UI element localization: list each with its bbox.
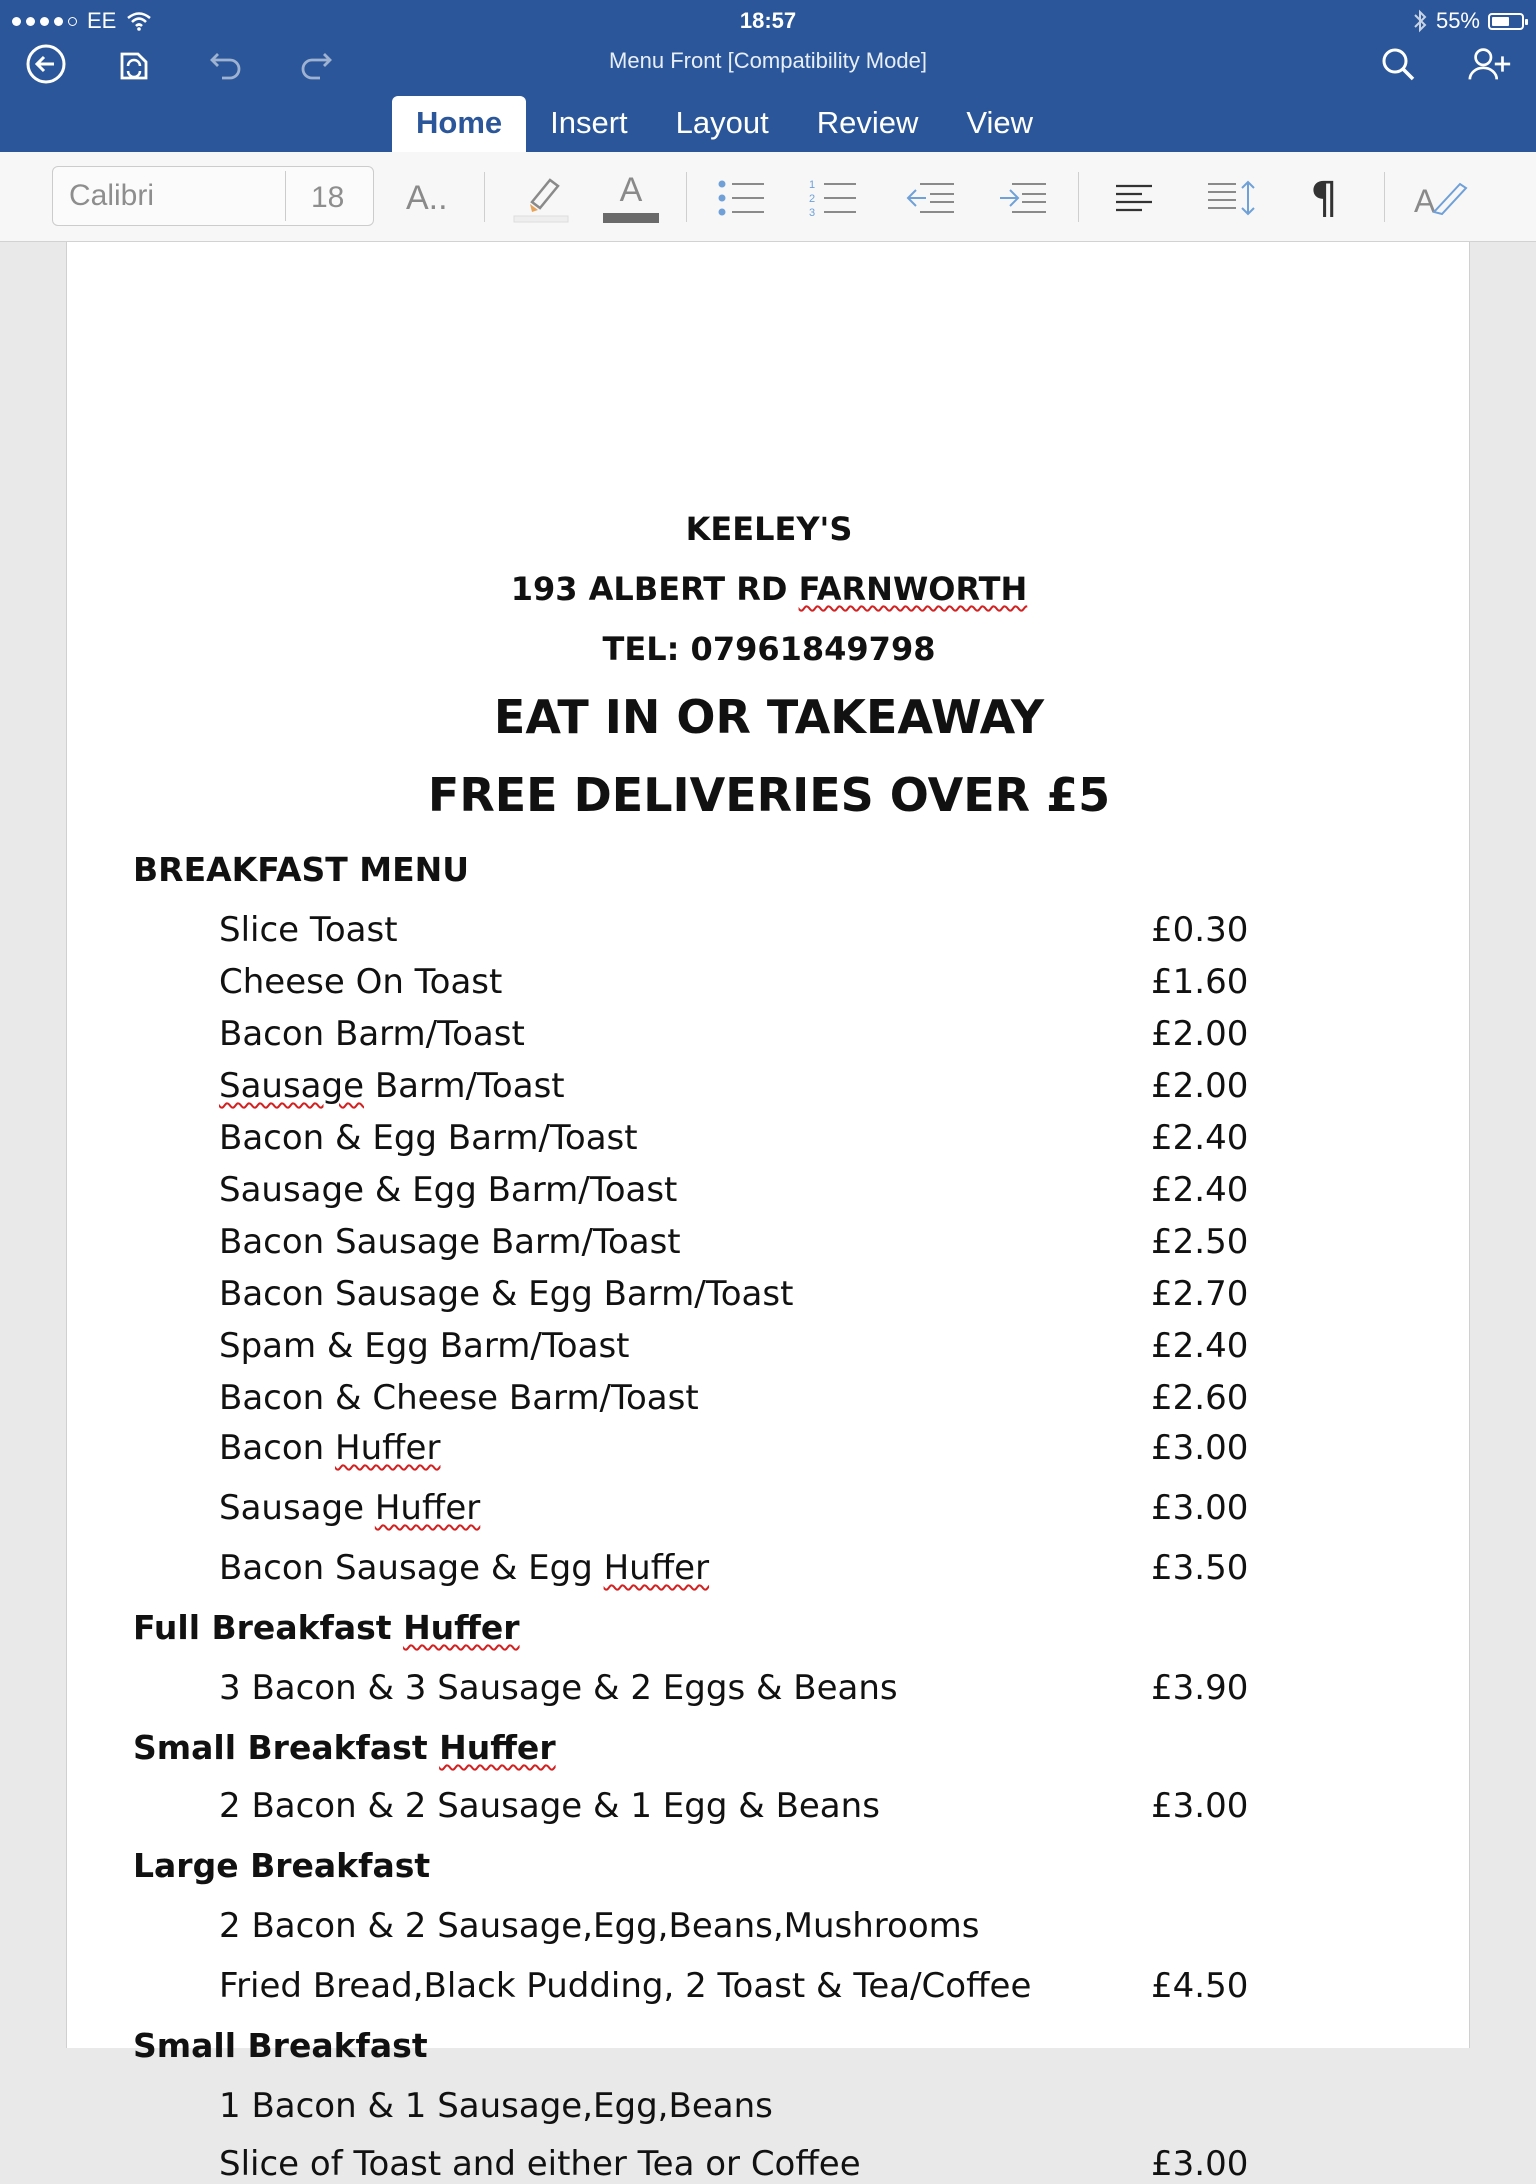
tab-view[interactable]: View (966, 105, 1034, 140)
menu-item-name: 2 Bacon & 2 Sausage,Egg,Beans,Mushrooms (219, 1906, 980, 1946)
menu-item-price: £3.90 (1151, 1668, 1249, 1708)
menu-item-price: £3.00 (1151, 1428, 1249, 1468)
menu-item-price: £0.30 (1151, 910, 1249, 950)
small-breakfast-heading: Small Breakfast (133, 2026, 428, 2065)
menu-item-name: 2 Bacon & 2 Sausage & 1 Egg & Beans (219, 1786, 880, 1826)
tab-home[interactable]: Home (392, 96, 526, 152)
menu-item-name: Bacon Sausage Barm/Toast (219, 1222, 681, 1262)
menu-item-name: 3 Bacon & 3 Sausage & 2 Eggs & Beans (219, 1668, 898, 1708)
align-left-icon[interactable] (1112, 172, 1156, 224)
menu-item-name: Bacon Sausage & Egg Huffer (219, 1548, 710, 1588)
full-breakfast-huffer-heading: Full Breakfast Huffer (133, 1608, 520, 1647)
svg-text:A: A (1414, 183, 1436, 219)
font-size-field[interactable]: 18 (311, 181, 345, 214)
address-street: 193 ALBERT RD (510, 570, 799, 608)
menu-item-name: Fried Bread,Black Pudding, 2 Toast & Tea/Coffee (219, 1966, 1032, 2006)
toolbar-separator (484, 172, 485, 222)
address-town: FARNWORTH (798, 570, 1028, 608)
shop-address (67, 570, 1471, 608)
tab-insert[interactable]: Insert (550, 105, 628, 140)
menu-item-price: £2.40 (1151, 1170, 1249, 1210)
document-title: Menu Front [Compatibility Mode] (609, 48, 927, 73)
tab-review[interactable]: Review (816, 105, 919, 140)
toolbar-separator (1078, 172, 1079, 222)
more-font-options-button[interactable]: A.. (406, 178, 448, 217)
ribbon-toolbar (0, 152, 1536, 242)
carrier-label: EE (87, 8, 117, 33)
menu-item-price: £3.00 (1151, 1786, 1249, 1826)
font-picker-divider (285, 171, 286, 221)
increase-indent-icon[interactable] (996, 172, 1048, 224)
toolbar-separator (1384, 172, 1385, 222)
app-bar (0, 0, 1536, 152)
font-picker[interactable] (52, 166, 374, 226)
menu-item-name: Cheese On Toast (219, 962, 503, 1002)
font-color-letter: A (619, 171, 643, 209)
battery-percent: 55% (1435, 8, 1480, 33)
status-time: 18:57 (739, 8, 797, 33)
menu-item-price: £2.00 (1151, 1014, 1249, 1054)
menu-item-price: £3.00 (1151, 1488, 1249, 1528)
font-name-field[interactable]: Calibri (69, 179, 155, 212)
paragraph-marks-icon[interactable]: ¶ (1310, 172, 1338, 224)
line-spacing-icon[interactable] (1204, 172, 1260, 224)
breakfast-menu-heading: BREAKFAST MENU (133, 850, 470, 889)
small-breakfast-huffer-heading: Small Breakfast Huffer (133, 1728, 556, 1767)
status-bar (0, 0, 1536, 44)
svg-text:1: 1 (809, 179, 816, 191)
menu-item-name: Sausage Barm/Toast (219, 1066, 565, 1106)
shop-name: KEELEY'S (685, 510, 853, 548)
menu-item-name: 1 Bacon & 1 Sausage,Egg,Beans (219, 2086, 773, 2126)
menu-item-price: £2.40 (1151, 1326, 1249, 1366)
status-right (1412, 8, 1524, 34)
menu-item-price: £2.60 (1151, 1378, 1249, 1418)
tab-layout[interactable]: Layout (675, 105, 769, 140)
menu-item-price: £3.50 (1151, 1548, 1249, 1588)
menu-item-name: Bacon Huffer (219, 1428, 441, 1468)
menu-item-name: Sausage Huffer (219, 1488, 481, 1528)
menu-item-name: Sausage & Egg Barm/Toast (219, 1170, 678, 1210)
bullet-list-icon[interactable] (716, 172, 766, 224)
menu-item-name: Slice Toast (219, 910, 398, 950)
document-page[interactable] (66, 242, 1470, 2184)
title-row (0, 44, 1536, 84)
svg-text:3: 3 (809, 207, 816, 219)
svg-text:2: 2 (809, 193, 816, 205)
menu-item-price: £2.50 (1151, 1222, 1249, 1262)
menu-item-name: Bacon Sausage & Egg Barm/Toast (219, 1274, 794, 1314)
menu-item-name: Bacon & Cheese Barm/Toast (219, 1378, 699, 1418)
menu-item-price: £2.40 (1151, 1118, 1249, 1158)
menu-item-name: Spam & Egg Barm/Toast (219, 1326, 630, 1366)
menu-item-price: £4.50 (1151, 1966, 1249, 2006)
shop-telephone: TEL: 07961849798 (602, 630, 936, 668)
font-color-icon[interactable] (602, 172, 660, 224)
share-person-icon[interactable] (1466, 44, 1514, 84)
eat-in-banner: EAT IN OR TAKEAWAY (493, 690, 1045, 744)
menu-item-name: Bacon Barm/Toast (219, 1014, 525, 1054)
menu-item-price: £2.70 (1151, 1274, 1249, 1314)
numbered-list-icon[interactable] (808, 172, 858, 224)
menu-item-price: £1.60 (1151, 962, 1249, 1002)
search-icon[interactable] (1374, 44, 1422, 84)
menu-item-price: £2.00 (1151, 1066, 1249, 1106)
menu-item-name: Slice of Toast and either Tea or Coffee (219, 2144, 861, 2184)
highlight-icon[interactable] (512, 172, 570, 224)
large-breakfast-heading: Large Breakfast (133, 1846, 431, 1885)
bluetooth-icon (1412, 9, 1428, 33)
menu-item-name: Bacon & Egg Barm/Toast (219, 1118, 638, 1158)
toolbar-separator (686, 172, 687, 222)
styles-icon[interactable] (1412, 172, 1470, 224)
delivery-banner: FREE DELIVERIES OVER £5 (427, 768, 1111, 822)
font-color-swatch (603, 213, 659, 223)
battery-icon (1488, 13, 1524, 30)
ribbon-tabs (392, 96, 1057, 152)
decrease-indent-icon[interactable] (904, 172, 956, 224)
menu-item-price: £3.00 (1151, 2144, 1249, 2184)
